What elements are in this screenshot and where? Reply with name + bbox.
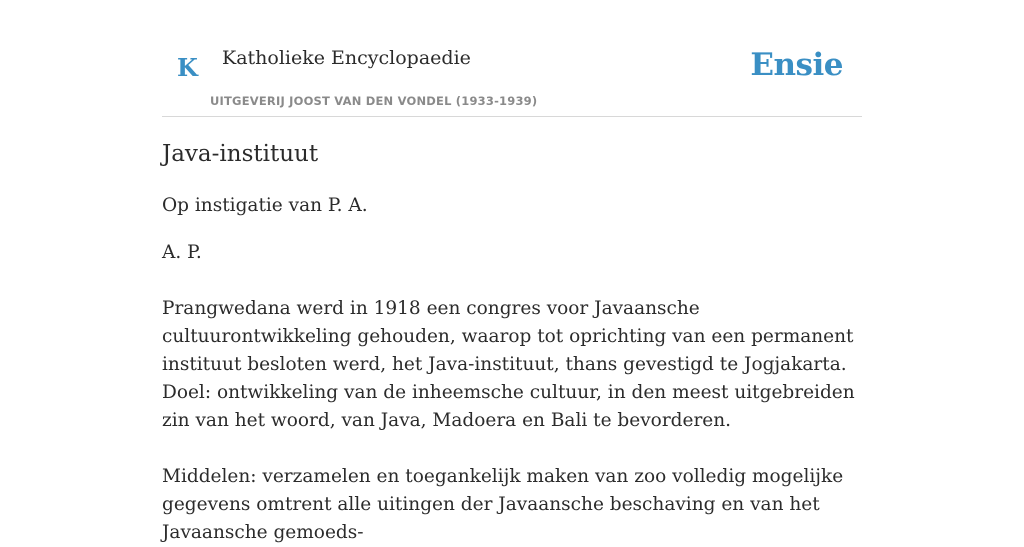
- article-paragraph: Middelen: verzamelen en toegankelijk maken van zoo volledig mogelijke gegevens omtrent alle uitingen der Javaansche beschaving en van het Javaansche gemoeds-: [162, 466, 844, 543]
- page: [162, 0, 862, 543]
- publisher-label: UITGEVERIJ JOOST VAN DEN VONDEL (1933-1939): [210, 94, 538, 108]
- site-title[interactable]: Katholieke Encyclopaedie: [222, 47, 471, 69]
- article-paragraph: Prangwedana werd in 1918 een congres voor Javaansche cultuurontwikkeling gehouden, waarop tot oprichting van een permanent instituut besloten werd, het Java-instituut, thans gevestigd te Jogjakarta. Doel: ontwikkeling van de inheemsche cultuur, in den meest uitgebreiden zin van het woord, van Java, Madoera en Bali te bevorderen.: [162, 298, 855, 431]
- article-paragraph: Op instigatie van P. A.: [162, 195, 368, 216]
- brand-logo[interactable]: Ensie: [750, 47, 843, 83]
- site-header: [162, 0, 862, 117]
- site-logo[interactable]: K: [177, 53, 198, 82]
- article-paragraph: A. P.: [162, 242, 202, 263]
- article-title: Java-instituut: [162, 141, 319, 167]
